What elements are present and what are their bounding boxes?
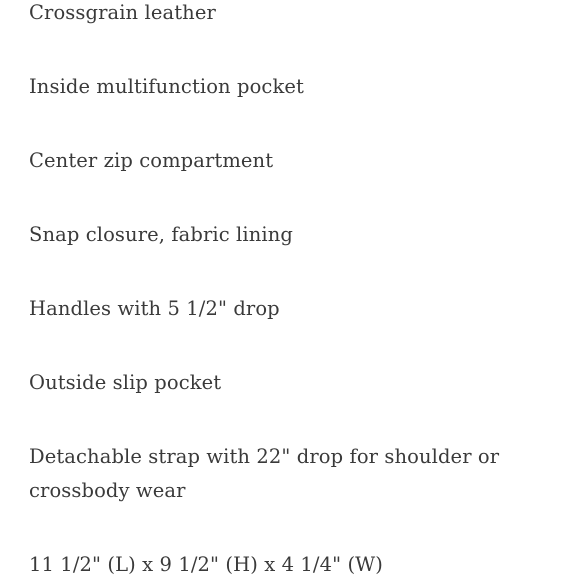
feature-item-strap: Detachable strap with 22" drop for shoulder or crossbody wear bbox=[29, 445, 500, 502]
feature-item-outside-pocket: Outside slip pocket bbox=[29, 371, 222, 394]
feature-item-handles: Handles with 5 1/2" drop bbox=[29, 297, 280, 320]
feature-item-inside-pocket: Inside multifunction pocket bbox=[29, 75, 304, 98]
feature-item-closure: Snap closure, fabric lining bbox=[29, 223, 293, 246]
feature-item-dimensions: 11 1/2" (L) x 9 1/2" (H) x 4 1/4" (W) bbox=[29, 553, 384, 576]
feature-item-zip-compartment: Center zip compartment bbox=[29, 149, 274, 172]
feature-item-material: Crossgrain leather bbox=[29, 1, 216, 24]
